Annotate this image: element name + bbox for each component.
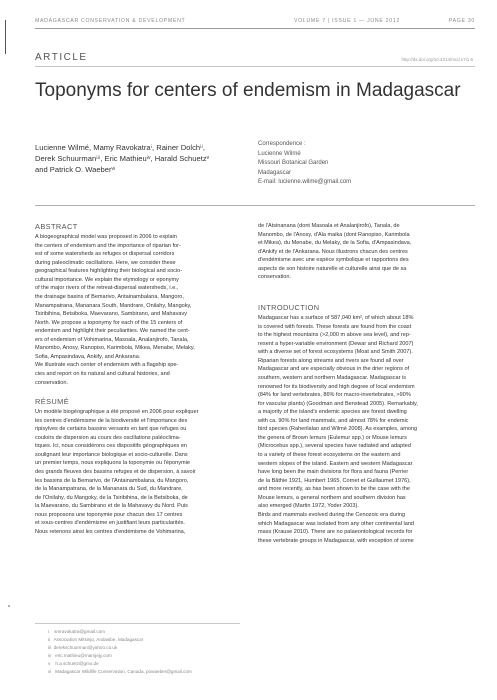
abstract-section [35, 222, 240, 387]
page-number: PAGE 30 [448, 18, 475, 24]
text-line: la Maevarano, du Sambirano et de la Mahavavy du Nord. Puis [35, 503, 188, 510]
text-line: Nous retenons ainsi les centres d'endémisme de Vohimarina, [35, 528, 186, 535]
text-line: a majority of the island's endemic species are forest dwelling [258, 409, 407, 416]
text-line: Manampatrana, Mananara South, Mandrare, Onilahy, Mangoky, [35, 302, 192, 309]
text-line: d'endémisme avec une espèce symbolique et rapportons des [258, 257, 409, 264]
paper-title: Toponyms for centers of endemism in Madagascar [35, 80, 461, 101]
text-line: southern, western and northern Madagascar. Madagascar is [258, 374, 406, 381]
resume-continued-body [258, 222, 473, 282]
text-line: conservation. [35, 379, 68, 386]
correspondence-name: Lucienne Wilmé [258, 150, 301, 157]
body-rule [35, 205, 475, 206]
footnote-item: iv eric.mathieu@marojejy.com [48, 653, 112, 659]
text-line: de l'Atsinanana (dont Masoala et Analanjirofo), Tanala, de [258, 223, 400, 229]
margin-mark [5, 20, 10, 54]
article-label: ARTICLE [35, 52, 88, 63]
text-line: un premier temps, nous expliquons la toponymie ou l'éponymie [35, 460, 190, 467]
text-line: (Microcebus spp.), several species have radiated and adapted [258, 443, 411, 450]
header-rule [35, 28, 475, 29]
text-line: les bassins de la Bemarivo, de l'Antainambalana, du Mangoro, [35, 477, 189, 484]
text-line: to the highest mountains (>2,000 m above sea level), and rep- [258, 332, 411, 339]
abstract-heading: ABSTRACT [35, 222, 78, 231]
footnote-item: vi Madagascar Wildlife Conservation, Canada, powaeber@gmail.com [48, 669, 192, 675]
author-line: Derek Schuurmanⁱⁱⁱ, Eric Mathieuⁱᵛ, Harald Schuetzᵛ [35, 153, 210, 163]
text-line: de la Bâthie 1921, Humbert 1965, Cornet et Guillaumet 1976), [258, 477, 411, 484]
text-line: bird species (Raherilalao and Wilmé 2008). As examples, among [258, 426, 418, 433]
margin-dot [8, 605, 10, 607]
text-line: cultural importance. We explain the etymology or eponymy [35, 276, 179, 283]
text-line: renowned for its biodiversity and high degree of local endemism [258, 383, 415, 390]
text-line: with ca. 90% for land mammals, and almost 78% for endemic [258, 417, 409, 424]
correspondence-country: Madagascar [258, 169, 292, 176]
resume-section [35, 397, 240, 536]
text-line: Manombo, de l'Anosy, d'Ala maika (dont Ranopiso, Karimbola [258, 231, 410, 238]
text-line: aspects de son histoire naturelle et culturelle ainsi que de sa [258, 265, 407, 272]
text-line: western slopes of the island. Eastern and western Madagascar [258, 460, 413, 467]
text-line: cies and report on its natural and cultural histories, and [35, 371, 170, 377]
text-line: which Madagascar was isolated from any other continental land [258, 520, 415, 527]
text-line: ripisylves de certains bassins versants en tant que refuges ou [35, 426, 187, 433]
text-line: Mouse lemurs, a general northern and southern division has [258, 494, 406, 501]
text-line: A biogeographical model was proposed in 2006 to explain [35, 234, 177, 240]
author-line: Lucienne Wilmé, Mamy Ravokatraⁱ, Rainer Dolchⁱⁱ, [35, 143, 205, 152]
introduction-section [258, 303, 473, 545]
text-line: We illustrate each center of endemism with a flagship spe- [35, 362, 179, 369]
resume-heading: RÉSUMÉ [35, 397, 70, 406]
volume-issue: VOLUME 7 | ISSUE 1 — JUNE 2012 [294, 18, 400, 24]
text-line: soulignant leur importance biologique et socio-culturelle. Dans [35, 451, 188, 458]
text-line: couloirs de dispersion au cours des oscillations paléoclima- [35, 434, 181, 441]
text-line: Riparian forests along streams and rivers are found all over [258, 357, 404, 364]
text-line: est of some watersheds as refuges or dispersal corridors [35, 251, 175, 258]
text-line: is covered with forests. These forests are found from the coast [258, 323, 412, 330]
text-line: also emerged (Martin 1972, Yoder 2003). [258, 503, 359, 510]
text-line: have long been the main divisions for flora and fauna (Perrier [258, 469, 409, 476]
correspondence-email[interactable]: E-mail: lucienne.wilme@gmail.com [258, 179, 352, 186]
text-line: the drainage basins of Bemarivo, Antainambalana, Mangoro, [35, 293, 184, 300]
text-line: Madagascar and are especially obvious in the drier regions of [258, 366, 410, 373]
text-line: des grands fleuves des bassins refuges et de dispersion, à savoir [35, 468, 196, 475]
text-line: et sous-centres d'endémisme en justifiant leurs particularités. [35, 520, 185, 527]
author-line: and Patrick O. Waeberᵛⁱ [35, 164, 116, 174]
text-line: resent a hyper-variable environment (Dewar and Richard 2007) [258, 340, 414, 347]
author-list [35, 143, 235, 175]
text-line: Un modèle biogéographique a été proposé en 2006 pour expliquer [35, 409, 199, 415]
footnote-item: ii Association Mitsinjo, Andasibe, Madagascar [48, 637, 144, 643]
text-line: the centers of endemism and the importance of riparian for- [35, 242, 181, 249]
doi-link[interactable]: http://dx.doi.org/10.4314/mcd.v7i1.6 [401, 57, 473, 62]
text-line: les centres d'endémisme de la biodiversité et l'importance des [35, 417, 188, 424]
text-line: endemism and highlight their peculiarities. We named the cent- [35, 328, 190, 335]
text-line: during paleoclimatic oscillations. Here, we consider these [35, 259, 176, 266]
footnotes [48, 628, 248, 677]
text-line: to a variety of these forest ecosystems on the eastern and [258, 452, 401, 458]
text-line: North. We propose a toponymy for each of the 15 centers of [35, 319, 183, 326]
text-line: geographical features highlighting their biological and socio- [35, 268, 183, 275]
text-line: tiques. Ici, nous considérons ces dispositifs géographiques en [35, 443, 188, 450]
footnote-item: iii derekschuurman@yahoo.co.uk [48, 645, 118, 651]
text-line: of the major rivers of the retreat-dispersal watersheds, i.e., [35, 285, 179, 292]
text-line: for vascular plants) (Goodman and Benstead 2005). Remarkably, [258, 400, 418, 407]
text-line: with a diverse set of forest ecosystems (Moat and Smith 2007). [258, 349, 413, 356]
footnote-rule [35, 623, 240, 624]
text-line: Tsiribihina, Betsiboka, Maevarano, Sambirano, and Mahavavy [35, 311, 188, 318]
text-line: (84% for land vertebrates, 86% for macro-invertebrates, >90% [258, 392, 411, 399]
introduction-body [258, 314, 473, 545]
text-line: et Mikea), du Menabe, du Melaky, de la Sofia, d'Ampasindava, [258, 240, 412, 247]
text-line: ers of endemism of Vohimarina, Masoala, Analanjirofo, Tanala, [35, 336, 189, 343]
text-line: mass (Krause 2010). There are no palaeontological records for [258, 529, 413, 536]
abstract-body [35, 233, 240, 387]
text-line: d'Ankify et de l'Ankarana. Nous illustrons chacun des centres [258, 248, 408, 255]
correspondence-block [258, 140, 468, 188]
journal-name: MADAGASCAR CONSERVATION & DEVELOPMENT [35, 18, 186, 24]
article-rule [35, 66, 475, 67]
correspondence-institution: Missouri Botanical Garden [258, 160, 329, 167]
text-line: de la Manampatrana, de la Mananara du Sud, du Mandrare, [35, 486, 183, 493]
resume-body [35, 408, 240, 536]
footnote-item: v h.a.schuetz@gmx.de [48, 661, 99, 667]
text-line: Sofia, Ampasindava, Ankify, and Ankarana. [35, 353, 141, 360]
correspondence-heading: Correspondence : [258, 141, 306, 147]
text-line: Manombo, Anosy, Ranopiso, Karimbola, Mikea, Menabe, Melaky, [35, 345, 195, 352]
text-line: these vertebrate groups in Madagascar, with exception of some [258, 537, 414, 544]
text-line: Madagascar has a surface of 587,040 km², of which about 18% [258, 315, 414, 321]
text-line: conservation. [258, 274, 291, 281]
resume-continued [258, 222, 473, 282]
text-line: Birds and mammals evolved during the Cenozoic era during [258, 511, 406, 518]
text-line: nous proposons une toponymie pour chacun des 17 centres [35, 511, 183, 518]
introduction-heading: INTRODUCTION [258, 303, 320, 312]
text-line: the genera of Brown lemurs (Eulemur spp.) or Mouse lemurs [258, 434, 407, 441]
text-line: de l'Onilahy, du Mangoky, de la Tsiribihina, de la Betsiboka, de [35, 494, 188, 501]
footnote-item: i smravokatra@gmail.com [48, 629, 105, 634]
text-line: and more recently, as has been shown to be the case with the [258, 486, 410, 493]
